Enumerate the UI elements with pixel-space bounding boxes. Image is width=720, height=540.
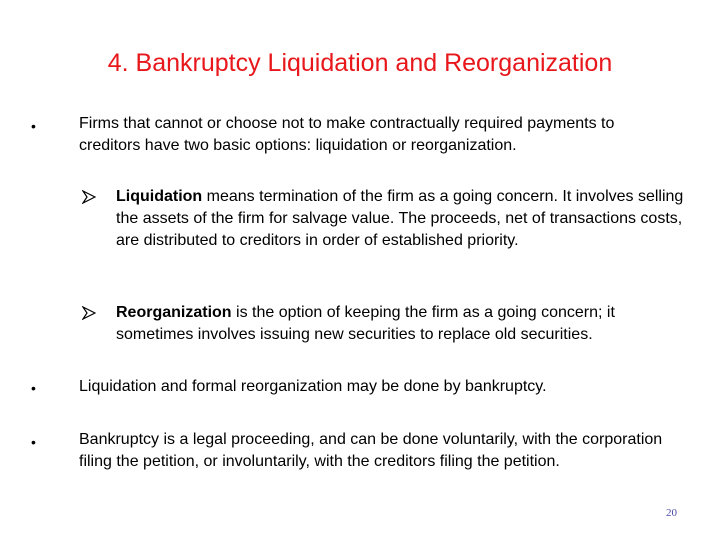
bullet-text: Firms that cannot or choose not to make contractually required payments to creditors have two basic options: liquidation or reorganization. <box>79 115 615 154</box>
term-liquidation: Liquidation <box>116 188 203 205</box>
bullet-text: Liquidation and formal reorganization may be done by bankruptcy. <box>79 378 547 395</box>
page-number: 20 <box>666 507 677 519</box>
bullet-marker: • <box>31 118 36 134</box>
slide-title: 4. Bankruptcy Liquidation and Reorganization <box>107 49 613 77</box>
term-reorganization: Reorganization <box>116 304 232 321</box>
bullet-marker: • <box>31 434 36 450</box>
sub-bullet-reorganization <box>116 302 686 346</box>
sub-bullet-text: is the option of keeping the firm as a going concern; it sometimes involves issuing new securities to replace old securities. <box>116 304 615 343</box>
bullet-text: Bankruptcy is a legal proceeding, and can be done voluntarily, with the corporation filing the petition, or involuntarily, with the creditors filing the petition. <box>79 431 663 470</box>
arrowhead-bullet-icon <box>82 190 96 204</box>
bullet-marker: • <box>31 380 36 396</box>
arrowhead-bullet-icon <box>82 306 96 320</box>
sub-bullet-liquidation <box>116 186 686 252</box>
sub-bullet-text: means termination of the firm as a going concern. It involves selling the assets of the firm for salvage value. The proceeds, net of transactions costs, are distributed to creditors in order of established priority. <box>116 188 684 249</box>
